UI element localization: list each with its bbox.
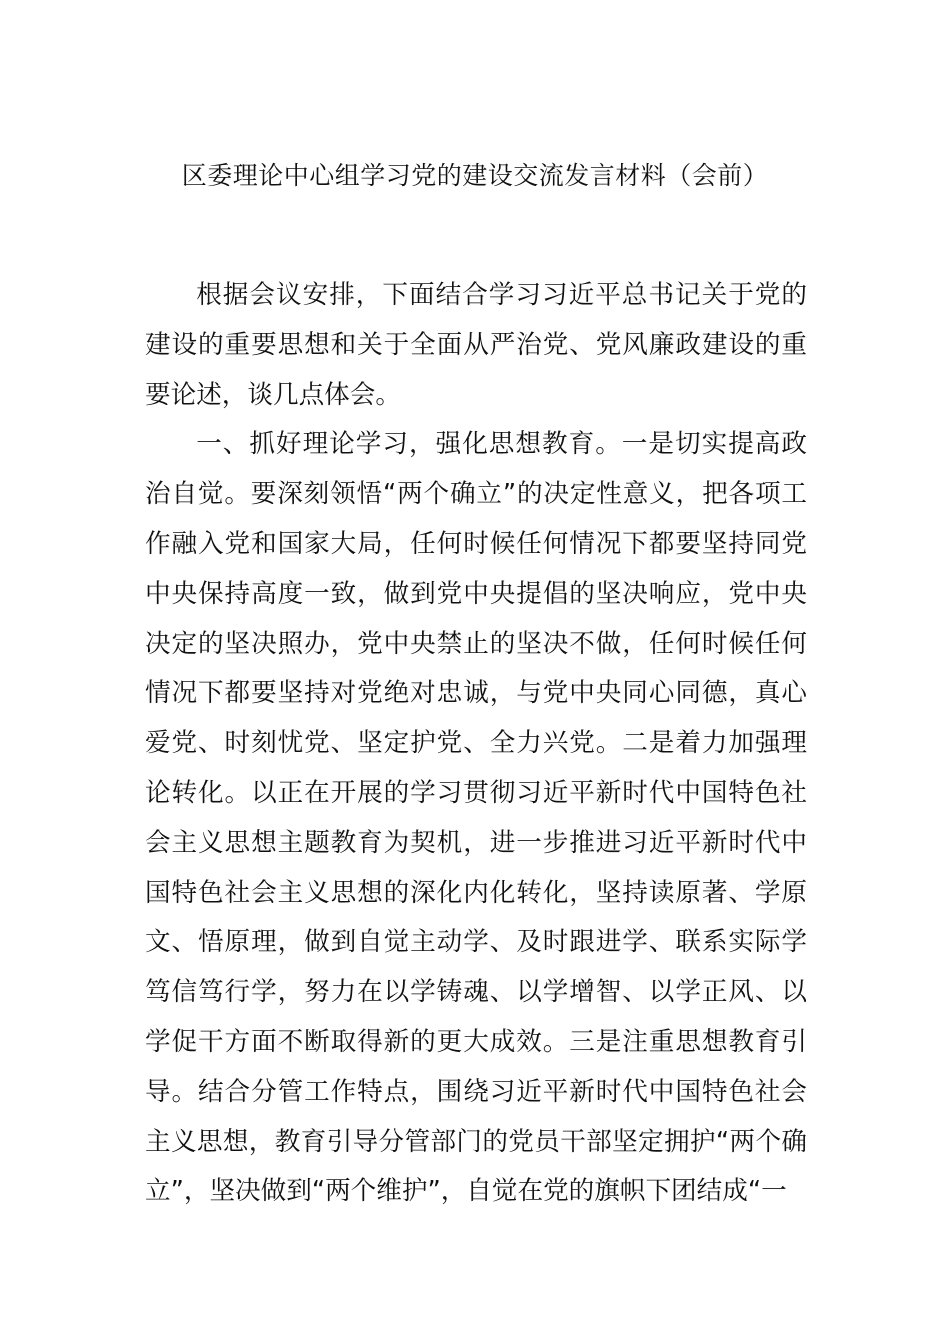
document-title: 区委理论中心组学习党的建设交流发言材料（会前） [181,161,769,190]
document-body [145,271,807,1217]
section-one-paragraph: 一、抓好理论学习，强化思想教育。一是切实提高政治自觉。要深刻领悟“两个确立”的决定性意义，把各项工作融入党和国家大局，任何时候任何情况下都要坚持同党中央保持高度一致，做到党中央提倡的坚决响应，党中央决定的坚决照办，党中央禁止的坚决不做，任何时候任何情况下都要坚持对党绝对忠诚，与党中央同心同德，真心爱党、时刻忧党、坚定护党、全力兴党。二是着力加强理论转化。以正在开展的学习贯彻习近平新时代中国特色社会主义思想主题教育为契机，进一步推进习近平新时代中国特色社会主义思想的深化内化转化，坚持读原著、学原文、悟原理，做到自觉主动学、及时跟进学、联系实际学笃信笃行学，努力在以学铸魂、以学增智、以学正风、以学促干方面不断取得新的更大成效。三是注重思想教育引导。结合分管工作特点，围绕习近平新时代中国特色社会主义思想，教育引导分管部门的党员干部坚定拥护“两个确立”，坚决做到“两个维护”，自觉在党的旗帜下团结成“一 [145,429,807,1207]
intro-paragraph: 根据会议安排，下面结合学习习近平总书记关于党的建设的重要思想和关于全面从严治党、党风廉政建设的重要论述，谈几点体会。 [145,280,807,410]
